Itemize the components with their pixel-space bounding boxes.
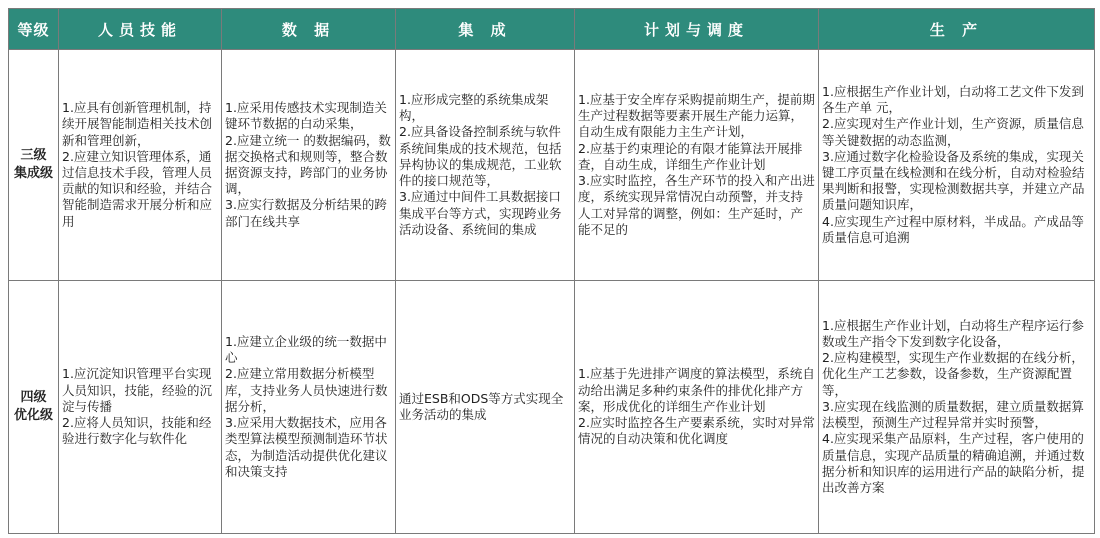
cell-production (819, 50, 1095, 281)
header-integration: 集 成 (396, 9, 575, 50)
cell-text: 1.应具有创新管理机制，持续开展智能制造相关技术创新和管理创新， 2.应建立知识管理体系，通过信息技术手段，管理人员贡献的知识和经验，并结合智能制造需求开展分析和应用 (62, 100, 213, 229)
cell-data (222, 50, 396, 281)
level-name: 集成级 (13, 166, 53, 181)
cell-text: 1.应基于先进排产调度的算法模型，系统自动给出满足多种约束条件的排优化排产方案，形成优化的详细生产作业计划 2.应实时监控各生产要素系统，实时对异常情况的自动决策和优化调度 (578, 366, 815, 447)
table-row-level-3 (9, 50, 1095, 281)
level-number: 三级 (20, 148, 47, 163)
cell-text: 1.应采用传感技术实现制造关键环节数据的白动采集， 2.应建立统一 的数据编码，数据交换格式和规则等，整合数据资源支持，跨部门的业务协 调， 3.应实行数据及分析结果的跨部门在线共享 (225, 100, 391, 229)
header-production: 生 产 (819, 9, 1095, 50)
cell-text: 1.应基于安全库存采购提前期生产，提前期生产过程数据等要素开展生产能力运算，自动生成有限能力主生产计划， 2.应基于约束理论的有限才能算法开展排查，自动生成，详细生产作业计划 3.应实时监控，各生产环节的投入和产出进度，系统实现异常情况白动预警，并支持人工对异常的调整，例如：生产延时，产能不足的 (578, 92, 815, 237)
header-data: 数 据 (222, 9, 396, 50)
cell-text: 1.应根据生产作业计划，白动将生产程序运行参数或生产指令下发到数字化设备， 2.应构建模型，实现生产作业数据的在线分析，优化生产工艺参数，设备参数，生产资源配置等， 3.应实现在线监测的质量数据，建立质量数据算法模型，预测生产过程异常并实时预警， 4.应实现采集产品原料，生产过程，客户使用的质量信息，实现产品质量的精确追溯，并通过数据分析和知识库的运用进行产品的缺陷分析，提出改善方案 (822, 317, 1085, 495)
cell-integration (396, 50, 575, 281)
cell-production (819, 281, 1095, 534)
level-cell (9, 50, 59, 281)
level-cell (9, 281, 59, 534)
cell-text: 1.应形成完整的系统集成架构， 2.应具备设备控制系统与软件系统间集成的技术规范，包括异构协议的集成规范，工业软件的接口规范等， 3.应通过中间件工具数据接口集成平台等方式，实现跨业务活动设备、系统间的集成 (399, 92, 562, 237)
header-personnel-skills: 人员技能 (59, 9, 222, 50)
cell-planning-scheduling (575, 50, 819, 281)
level-number: 四级 (20, 390, 47, 405)
cell-personnel-skills (59, 281, 222, 534)
cell-text: 1.应沉淀知识管理平台实现人员知识，技能，经验的沉淀与传播 2.应将人员知识，技能和经验进行数字化与软件化 (62, 366, 213, 447)
cell-text: 1.应根据生产作业计划，白动将工艺文件下发到各生产单 元， 2.应实现对生产作业计划，生产资源，质量信息等关键数据的动态监测， 3.应通过数字化检验设备及系统的集成，实现关键工序页量在线检测和在线分析，自动对检验结果判断和报警，实现检测数据共享，并建立产品质量问题知识库， 4.应实现生产过程中原材料，半成品。产成品等质量信息可追溯 (822, 83, 1085, 245)
cell-integration (396, 281, 575, 534)
cell-personnel-skills (59, 50, 222, 281)
level-name: 优化级 (13, 408, 53, 423)
cell-planning-scheduling (575, 281, 819, 534)
table-row-level-4 (9, 281, 1095, 534)
cell-text: 1.应建立企业级的统一数据中心 2.应建立常用数据分析模型库，支持业务人员快速进行数据分析， 3.应采用大数据技术，应用各类型算法模型预测制造环节状态，为制造活动提供优化建议和决策支持 (225, 334, 388, 479)
header-row (9, 9, 1095, 50)
header-level: 等级 (9, 9, 59, 50)
cell-text: 通过ESB和ODS等方式实现全业务活动的集成 (399, 390, 564, 422)
cell-data (222, 281, 396, 534)
header-planning-scheduling: 计划与调度 (575, 9, 819, 50)
capability-table (8, 8, 1095, 534)
